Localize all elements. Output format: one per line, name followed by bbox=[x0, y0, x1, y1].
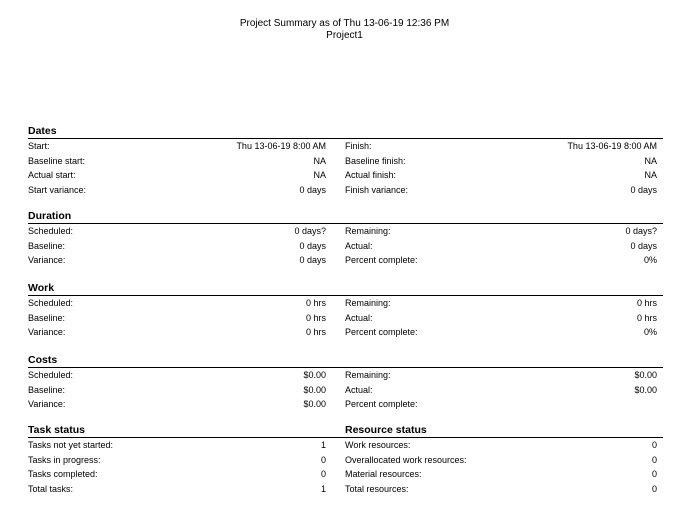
row-label: Start variance: bbox=[28, 184, 87, 195]
row-label: Total tasks: bbox=[28, 483, 74, 494]
duration-section bbox=[28, 210, 663, 268]
row-label: Work resources: bbox=[345, 440, 411, 450]
table-row bbox=[28, 325, 663, 340]
section-title: Work bbox=[28, 282, 55, 294]
row-value: 0 bbox=[320, 454, 326, 465]
row-value: 0 days bbox=[630, 240, 657, 251]
row-value: $0.00 bbox=[303, 399, 326, 409]
row-label: Material resources: bbox=[345, 469, 422, 479]
row-value: 0 hrs bbox=[636, 298, 657, 308]
row-label: Overallocated work resources: bbox=[345, 454, 467, 465]
status-section bbox=[28, 424, 663, 496]
row-label: Scheduled: bbox=[28, 298, 74, 308]
table-row bbox=[28, 397, 663, 412]
table-row bbox=[28, 183, 663, 198]
dates-section bbox=[28, 125, 663, 197]
row-label: Percent complete: bbox=[345, 255, 418, 265]
row-value: 1 bbox=[320, 440, 326, 450]
section-title: Costs bbox=[28, 354, 58, 366]
row-label: Percent complete: bbox=[345, 399, 418, 409]
row-value: Thu 13-06-19 8:00 AM bbox=[236, 141, 326, 151]
row-value: 0% bbox=[643, 255, 657, 265]
table-row bbox=[28, 453, 663, 468]
row-label: Total resources: bbox=[345, 483, 409, 494]
table-row bbox=[28, 154, 663, 169]
table-row bbox=[28, 224, 663, 239]
row-value: 0% bbox=[643, 327, 657, 337]
row-value: 0 bbox=[651, 469, 657, 479]
row-label: Baseline finish: bbox=[345, 155, 406, 166]
row-value: 0 hrs bbox=[305, 327, 326, 337]
row-value: 0 days bbox=[630, 184, 657, 195]
table-row bbox=[28, 296, 663, 311]
row-label: Finish variance: bbox=[345, 184, 409, 195]
row-value: 0 bbox=[651, 454, 657, 465]
row-value: Thu 13-06-19 8:00 AM bbox=[567, 141, 657, 151]
row-value: 0 days bbox=[299, 255, 326, 265]
table-row bbox=[28, 253, 663, 268]
table-row bbox=[28, 482, 663, 497]
row-value: $0.00 bbox=[634, 384, 657, 395]
work-section bbox=[28, 282, 663, 340]
row-value: NA bbox=[313, 155, 326, 166]
row-label: Scheduled: bbox=[28, 226, 74, 236]
table-row bbox=[28, 368, 663, 383]
costs-section bbox=[28, 354, 663, 412]
row-label: Baseline: bbox=[28, 384, 66, 395]
resource-status-title: Resource status bbox=[345, 424, 427, 436]
row-value: NA bbox=[313, 170, 326, 180]
row-label: Finish: bbox=[345, 141, 372, 151]
row-value: 0 days bbox=[299, 184, 326, 195]
row-value: $0.00 bbox=[303, 384, 326, 395]
row-label: Baseline start: bbox=[28, 155, 86, 166]
row-value: 1 bbox=[320, 483, 326, 494]
table-row bbox=[28, 383, 663, 398]
row-value: 0 days? bbox=[294, 226, 326, 236]
row-value: 0 bbox=[651, 440, 657, 450]
table-row bbox=[28, 139, 663, 154]
table-row bbox=[28, 311, 663, 326]
table-row bbox=[28, 239, 663, 254]
row-value: 0 hrs bbox=[636, 312, 657, 323]
row-label: Actual: bbox=[345, 312, 373, 323]
table-row bbox=[28, 438, 663, 453]
section-title: Dates bbox=[28, 125, 57, 137]
row-label: Baseline: bbox=[28, 240, 66, 251]
row-label: Tasks completed: bbox=[28, 469, 98, 479]
row-label: Actual finish: bbox=[345, 170, 397, 180]
row-value: 0 bbox=[320, 469, 326, 479]
row-value: $0.00 bbox=[303, 370, 326, 380]
table-row bbox=[28, 467, 663, 482]
row-label: Remaining: bbox=[345, 226, 391, 236]
task-status-title: Task status bbox=[28, 424, 85, 436]
row-value: 0 bbox=[651, 483, 657, 494]
row-label: Tasks not yet started: bbox=[28, 440, 114, 450]
row-label: Remaining: bbox=[345, 370, 391, 380]
row-value: 0 days? bbox=[625, 226, 657, 236]
row-value: NA bbox=[644, 170, 657, 180]
row-label: Variance: bbox=[28, 255, 66, 265]
row-value: $0.00 bbox=[634, 370, 657, 380]
table-row bbox=[28, 168, 663, 183]
row-value: 0 hrs bbox=[305, 298, 326, 308]
row-label: Start: bbox=[28, 141, 50, 151]
row-label: Scheduled: bbox=[28, 370, 74, 380]
row-value: NA bbox=[644, 155, 657, 166]
project-name: Project1 bbox=[326, 30, 363, 41]
row-label: Variance: bbox=[28, 399, 66, 409]
row-label: Baseline: bbox=[28, 312, 66, 323]
report-title: Project Summary as of Thu 13-06-19 12:36 PM bbox=[239, 18, 450, 29]
row-label: Actual: bbox=[345, 384, 373, 395]
row-label: Percent complete: bbox=[345, 327, 418, 337]
row-value: 0 hrs bbox=[305, 312, 326, 323]
row-label: Tasks in progress: bbox=[28, 454, 101, 465]
report-header bbox=[0, 18, 689, 42]
row-label: Actual start: bbox=[28, 170, 76, 180]
section-title: Duration bbox=[28, 210, 72, 222]
row-label: Actual: bbox=[345, 240, 373, 251]
row-value: 0 days bbox=[299, 240, 326, 251]
row-label: Variance: bbox=[28, 327, 66, 337]
row-label: Remaining: bbox=[345, 298, 391, 308]
